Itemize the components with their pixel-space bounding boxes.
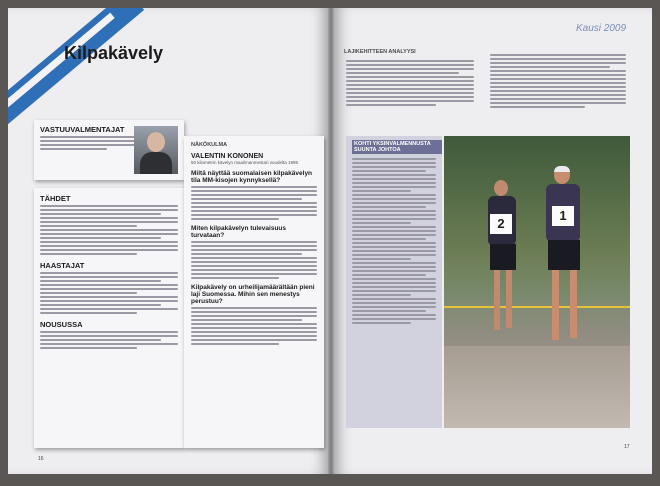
analysis-header: LAJIKEHITTEEN ANALYYSI bbox=[344, 49, 416, 55]
question-1: Miltä näyttää suomalaisen kilpakävelyn tila MM-kisojen kynnyksellä? bbox=[191, 170, 313, 184]
page-number-right: 17 bbox=[624, 444, 630, 450]
section-nousussa: NOUSUSSA bbox=[40, 320, 83, 329]
athletes-box bbox=[34, 188, 184, 448]
brand-stripe bbox=[8, 8, 144, 132]
question-2: Miten kilpakävelyn tulevaisuus turvataan? bbox=[191, 225, 287, 239]
sidebar-box bbox=[346, 136, 442, 428]
page-number-left: 16 bbox=[38, 456, 44, 462]
section-vastuuvalmentajat: VASTUUVALMENTAJAT bbox=[40, 125, 125, 134]
question-3: Kilpakävely on urheilijamäärältään pieni laji Suomessa. Mihin sen menestys perustuu? bbox=[191, 284, 315, 305]
analysis-column-1 bbox=[346, 58, 474, 108]
left-page bbox=[8, 8, 328, 474]
bib-1: 1 bbox=[552, 206, 574, 226]
race-walkers-photo bbox=[444, 136, 630, 428]
section-haastajat: HAASTAJAT bbox=[40, 261, 85, 270]
road bbox=[444, 346, 630, 428]
coach-photo bbox=[134, 126, 178, 174]
coach-subtitle: 50 kilometrin kävelyn maailmanmestari vuodelta 1995 bbox=[191, 160, 299, 165]
page-title: Kilpakävely bbox=[64, 43, 164, 63]
section-tahdet: TÄHDET bbox=[40, 194, 71, 203]
season-label: Kausi 2009 bbox=[576, 23, 627, 34]
section-nakokulma: NÄKÖKULMA bbox=[191, 142, 228, 148]
sidebar-title: KOHTI YKSINVALMENNUSTA SUUNTA JOHTOA bbox=[352, 140, 442, 154]
coach-name: VALENTIN KONONEN bbox=[191, 153, 264, 160]
interview-box bbox=[184, 136, 324, 448]
yellow-tape bbox=[444, 306, 630, 308]
bib-2: 2 bbox=[490, 214, 512, 234]
coaches-box bbox=[34, 120, 184, 180]
analysis-column-2 bbox=[490, 52, 626, 110]
